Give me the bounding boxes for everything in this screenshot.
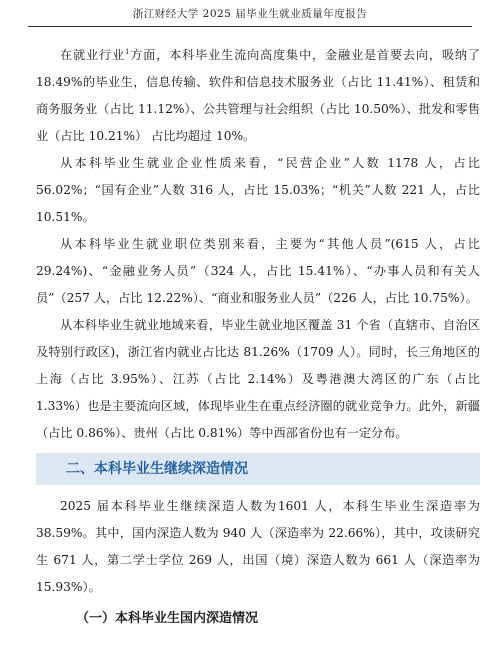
industry-text-rest: 方面，本科毕业生流向高度集中，金融业是首要去向，吸纳了 18.49%的毕业生，信息传输、软件和信息技术服务业（占比 11.41%）、租赁和商务服务业（占比 11.12%）、公共管理与社会组织（占比 10.50%）、批发和零售业（占比 10.21%） 占比均超过 10%。 — [36, 48, 481, 143]
page-header: 浙江财经大学 2025 届毕业生就业质量年度报告 — [28, 6, 472, 27]
further-study-paragraph: 2025 届本科毕业生继续深造人数为1601 人，本科生毕业生深造率为38.59%。其中，国内深造人数为 940 人（深造率为 22.66%），其中，攻读研究生 671 人，第二学士学位 269 人，出国（境）深造人数为 661 人（深造率为 15.93%）。 — [36, 499, 480, 594]
section-heading-further-study: 二、本科毕业生继续深造情况 — [36, 453, 480, 485]
position-category-paragraph: 从本科毕业生就业职位类别来看，主要为“其他人员”(615 人，占比 29.24%)、“金融业务人员”（324 人，占比 15.41%）、“办事人员和有关人员”（257 人，占比 12.22%）、“商业和服务业人员”（226 人，占比 10.75%）。 — [36, 237, 480, 305]
subsection-heading-domestic-study: （一）本科毕业生国内深造情况 — [76, 611, 259, 626]
industry-text-start: 在就业行业 — [60, 48, 125, 62]
industry-paragraph — [36, 42, 480, 150]
region-paragraph: 从本科毕业生就业地域来看，毕业生就业地区覆盖 31 个省（直辖市、自治区及特别行政区)，浙江省内就业占比达 81.26%（1709 人）。同时，长三角地区的上海（占比 3.95%）、江苏（占比 2.14%）及粤港澳大湾区的广东（占比 1.33%）也是主要流向区域，体现毕业生在重点经济圈的就业竞争力。此外，新疆（占比 0.86%）、贵州（占比 0.81%）等中西部省份也有一定分布。 — [36, 318, 480, 440]
report-body — [36, 42, 480, 626]
enterprise-nature-paragraph: 从本科毕业生就业企业性质来看，“民营企业”人数 1178 人，占比 56.02%；“国有企业”人数 316 人，占比 15.03%；“机关”人数 221 人，占比 10.51%。 — [36, 156, 480, 224]
footnote-marker: 1 — [124, 47, 130, 56]
